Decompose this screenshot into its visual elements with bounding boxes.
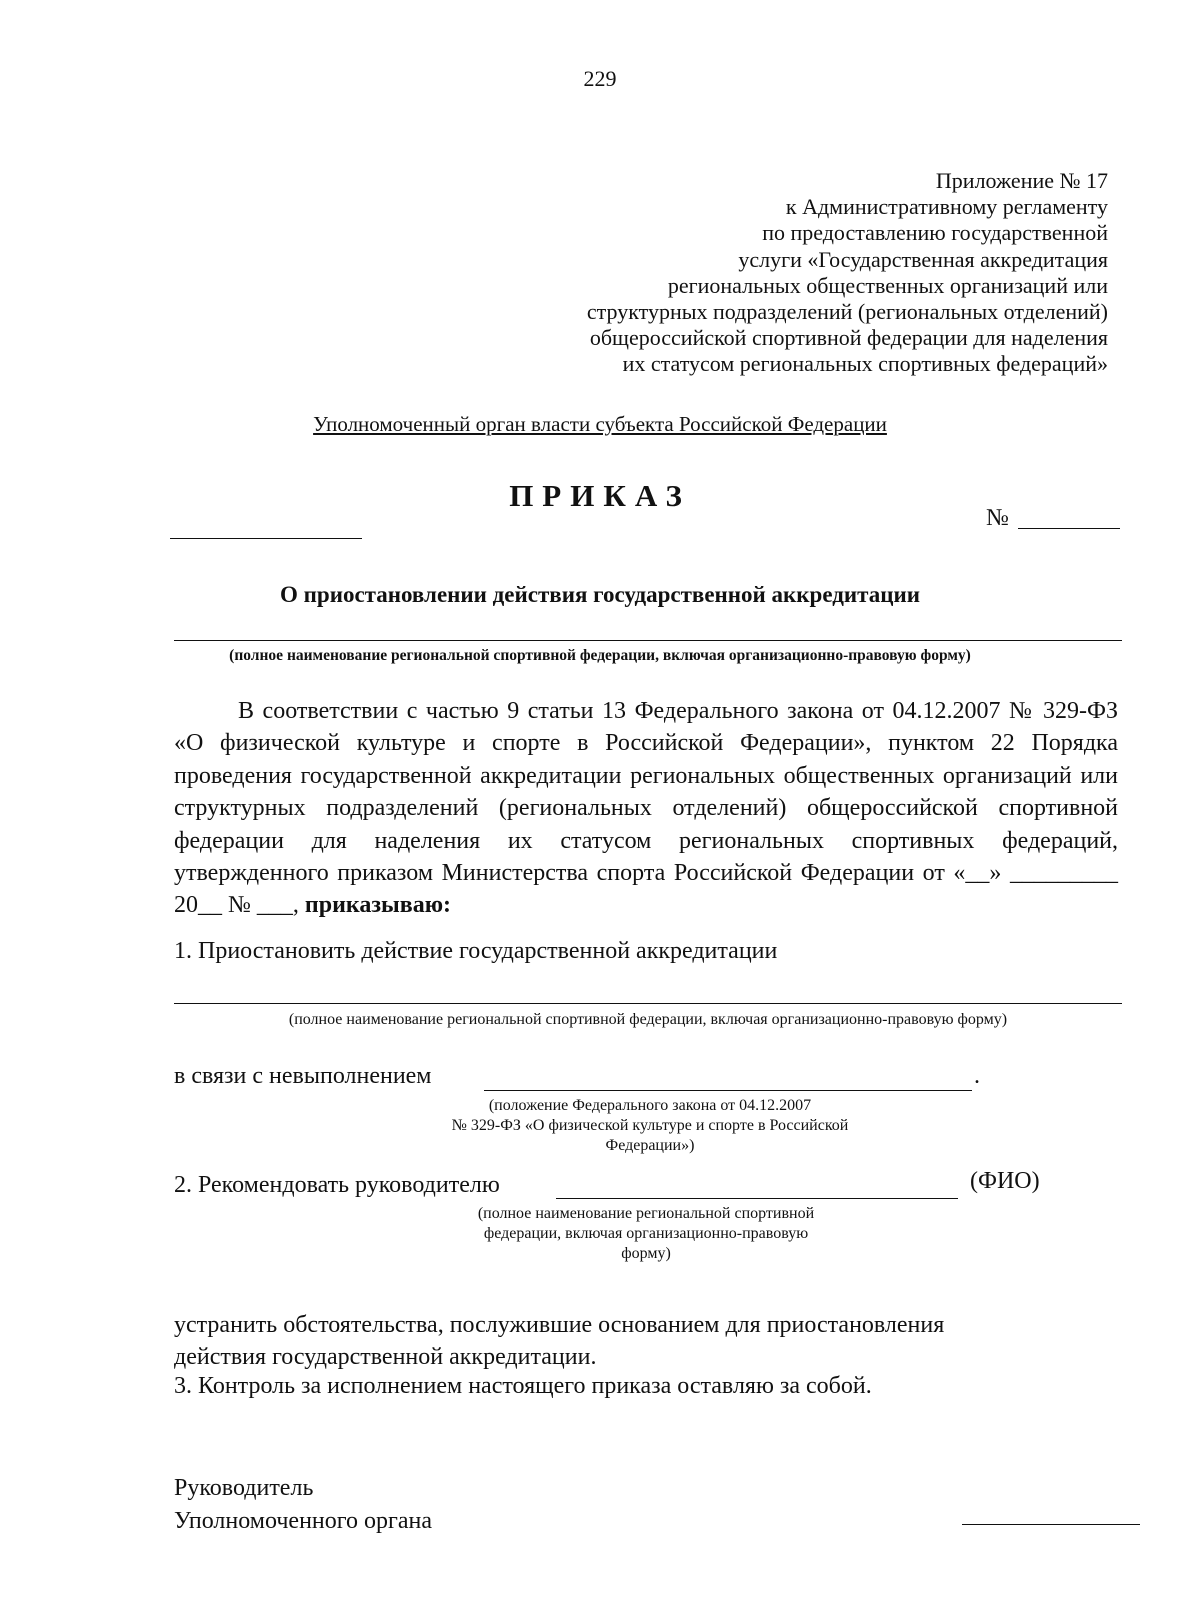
- item-2-text: 2. Рекомендовать руководителю: [174, 1172, 500, 1198]
- annex-line: услуги «Государственная аккредитация: [738, 246, 1108, 272]
- item-2-blank-line: [556, 1198, 958, 1199]
- item-1-caption: (полное наименование региональной спортивной федерации, включая организационно-правовую форму): [288, 1011, 1008, 1028]
- reason-caption: [384, 1096, 916, 1156]
- annex-line: к Административному регламенту: [785, 194, 1108, 220]
- item-1-blank-line: [174, 1003, 1122, 1004]
- order-keyword: приказываю:: [304, 892, 452, 919]
- annex-line: их статусом региональных спортивных федераций»: [622, 351, 1108, 377]
- reason-end-period: .: [974, 1063, 980, 1089]
- reason-label: в связи с невыполнением: [174, 1063, 432, 1089]
- annex-line: общероссийской спортивной федерации для наделения: [589, 325, 1108, 351]
- item-2-continuation: [174, 1309, 944, 1373]
- authority-name: Уполномоченный орган власти субъекта Российской Федерации: [313, 412, 887, 436]
- federation-name-caption: (полное наименование региональной спортивной федерации, включая организационно-правовую форму): [229, 647, 971, 664]
- order-number-label: №: [986, 505, 1009, 531]
- item-2-suffix: (ФИО): [970, 1168, 1040, 1194]
- item-2-caption-line: форму): [621, 1245, 671, 1262]
- item-2-caption-line: федерации, включая организационно-правовую: [483, 1225, 809, 1242]
- reason-caption-line: № 329-ФЗ «О физической культуре и спорте в Российской: [451, 1117, 849, 1134]
- signature-title-line: Уполномоченного органа: [174, 1508, 432, 1534]
- preamble-paragraph: [174, 695, 1118, 922]
- item-2-continuation-line: устранить обстоятельства, послужившие основанием для приостановления: [174, 1312, 945, 1338]
- federation-name-blank-line: [174, 640, 1122, 641]
- item-3-text: 3. Контроль за исполнением настоящего приказа оставляю за собой.: [174, 1373, 872, 1399]
- item-2-caption-line: (полное наименование региональной спортивной: [477, 1205, 815, 1222]
- document-title: ПРИКАЗ: [509, 478, 691, 513]
- reason-caption-line: (положение Федерального закона от 04.12.2007: [488, 1097, 812, 1114]
- reason-caption-line: Федерации»): [605, 1137, 695, 1154]
- order-subject: О приостановлении действия государственной аккредитации: [280, 582, 920, 607]
- page-number: 229: [583, 66, 617, 91]
- signature-block: [174, 1472, 432, 1538]
- order-number-blank-line: [1018, 528, 1120, 529]
- annex-line: по предоставлению государственной: [762, 220, 1108, 246]
- annex-line: структурных подразделений (региональных отделений): [586, 299, 1108, 325]
- reason-blank-line: [484, 1090, 972, 1091]
- item-1-text: 1. Приостановить действие государственной аккредитации: [174, 938, 778, 964]
- item-2-caption: [420, 1204, 872, 1264]
- date-blank-line: [170, 538, 362, 539]
- annex-line: Приложение № 17: [935, 168, 1108, 193]
- signature-title-line: Руководитель: [174, 1475, 314, 1501]
- item-2-continuation-line: действия государственной аккредитации.: [174, 1344, 597, 1370]
- annex-line: региональных общественных организаций или: [667, 272, 1108, 298]
- preamble-text: В соответствии с частью 9 статьи 13 Федерального закона от 04.12.2007 № 329-ФЗ «О физической культуре и спорте в Российской Федерации», пунктом 22 Порядка проведения государственной аккредитации региональных общественных организаций или структурных подразделений (региональных отделений) общероссийской спортивной федерации для наделения их статусом региональных спортивных федераций, утвержденного приказом Министерства спорта Российской Федерации от «__» _________ 20__ № ___,: [174, 698, 1118, 919]
- annex-block: [587, 168, 1108, 378]
- signature-blank-line: [962, 1524, 1140, 1525]
